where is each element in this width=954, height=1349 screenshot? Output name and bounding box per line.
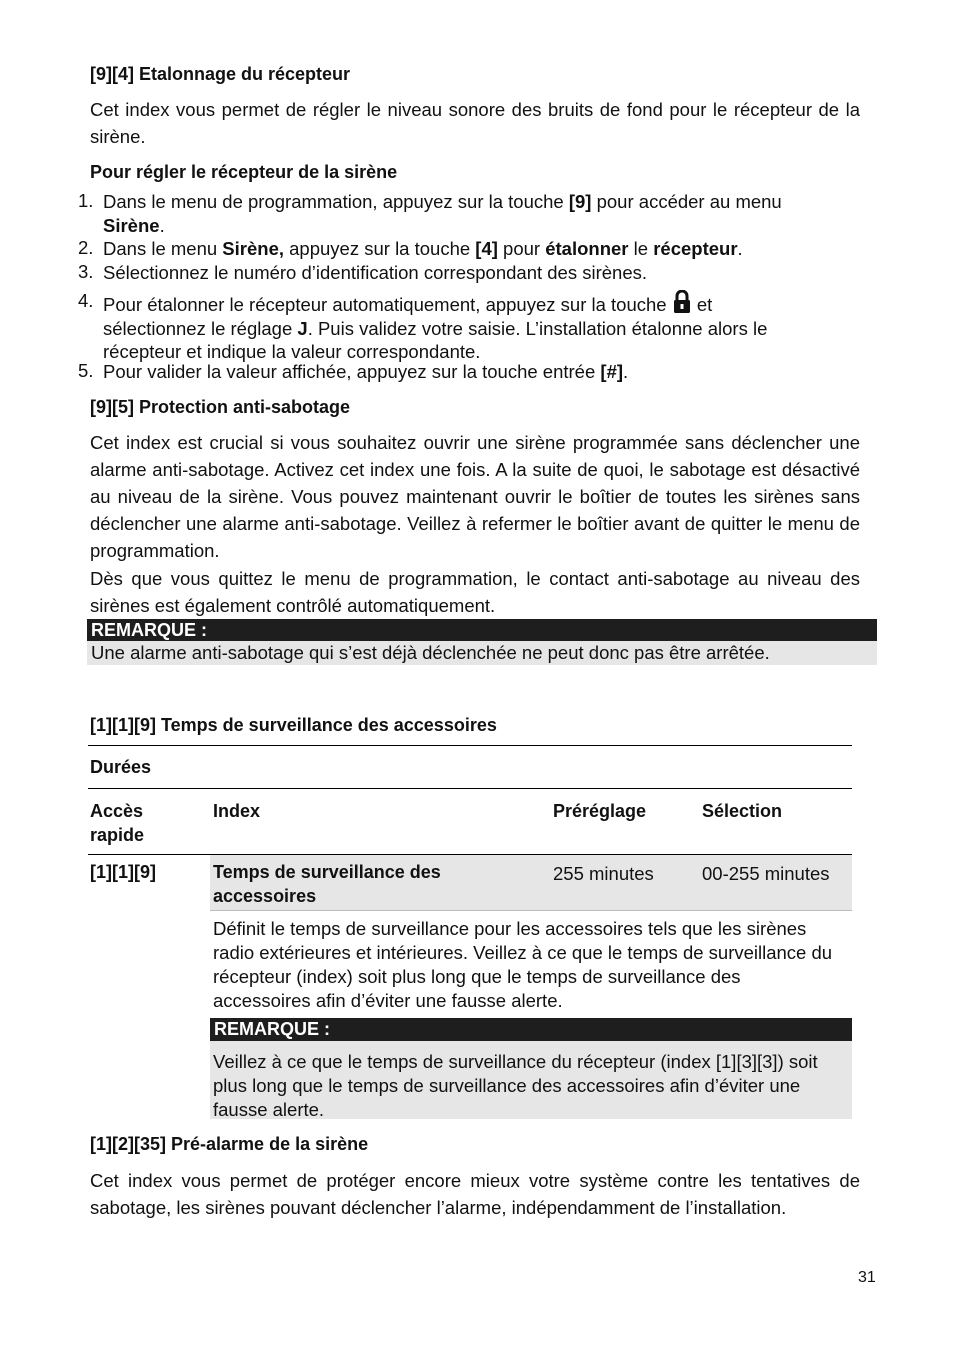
step-key: [9] — [568, 191, 592, 212]
step-number: 1. — [78, 190, 94, 211]
step-menu: Sirène, — [222, 238, 284, 259]
step-text: appuyez sur la touche — [284, 238, 476, 259]
step-text: . Puis validez votre saisie. L’installation étalonne alors le — [307, 317, 768, 339]
step-2 — [103, 237, 863, 261]
step-4 — [103, 290, 863, 364]
step-number: 5. — [78, 360, 94, 381]
step-target: récepteur — [653, 238, 738, 259]
step-number: 3. — [78, 261, 94, 282]
note-label: REMARQUE : — [87, 619, 877, 641]
row-divider — [210, 910, 852, 911]
table-rule — [88, 788, 852, 789]
heading-pre-alarme: [1][2][35] Pré-alarme de la sirène — [90, 1134, 369, 1154]
step-key: [#] — [600, 361, 624, 382]
step-text: . — [159, 214, 165, 236]
step-text: et — [691, 294, 713, 315]
column-header-acces: Accès rapide — [90, 801, 145, 845]
step-text: pour — [497, 238, 546, 259]
heading-anti-sabotage: [9][5] Protection anti-sabotage — [90, 397, 351, 417]
step-text: le — [628, 238, 654, 259]
cell-index: Temps de surveillance des accessoires — [213, 862, 441, 906]
step-text: récepteur et indique la valeur correspondante. — [103, 341, 481, 362]
table-note-label: REMARQUE : — [210, 1018, 852, 1041]
step-action: étalonner — [545, 238, 629, 259]
step-text: Pour valider la valeur affichée, appuyez sur la touche entrée — [103, 361, 601, 382]
step-number: 4. — [78, 290, 94, 311]
step-5 — [103, 360, 863, 384]
cell-code: [1][1][9] — [90, 862, 156, 882]
note-text: Une alarme anti-sabotage qui s’est déjà déclenchée ne peut donc pas être arrêtée. — [87, 641, 877, 665]
step-text: Sélectionnez le numéro d’identification correspondant des sirènes. — [103, 262, 648, 283]
step-text: . — [737, 238, 743, 259]
step-menu: Sirène — [103, 214, 160, 236]
step-key: [4] — [475, 238, 498, 259]
paragraph-anti-sabotage-2: Dès que vous quittez le menu de programmation, le contact anti-sabotage au niveau des sirènes est également contrôlé automatiquement. — [90, 568, 860, 616]
page-number: 31 — [858, 1269, 876, 1286]
step-number: 2. — [78, 237, 94, 258]
table-note-text: Veillez à ce que le temps de surveillance du récepteur (index [1][3][3]) soit plus long que le temps de surveillance des accessoires afin d’éviter une fausse alerte. — [213, 1051, 818, 1120]
step-setting: J — [297, 317, 308, 339]
cell-preset: 255 minutes — [553, 863, 654, 884]
subheading-regler: Pour régler le récepteur de la sirène — [90, 162, 398, 182]
step-text: Dans le menu de programmation, appuyez sur la touche — [103, 191, 569, 212]
table-caption-durees: Durées — [90, 757, 152, 777]
step-text: pour accéder au menu — [591, 191, 782, 212]
paragraph-pre-alarme: Cet index vous permet de protéger encore mieux votre système contre les tentatives de sabotage, les sirènes pouvant déclencher l’alarme, indépendamment de l’installation. — [90, 1170, 860, 1218]
column-header-prereglage: Préréglage — [553, 801, 647, 821]
lock-icon — [672, 290, 692, 314]
cell-description: Définit le temps de surveillance pour les accessoires tels que les sirènes radio extérieures et intérieures. Veillez à ce que le temps de surveillance du récepteur (index) soit plus long que le temps de surveillance des accessoires afin d’éviter une fausse alerte. — [213, 918, 833, 1011]
step-text: . — [623, 361, 629, 382]
step-text: Pour étalonner le récepteur automatiquement, appuyez sur la touche — [103, 294, 672, 315]
column-header-selection: Sélection — [702, 801, 783, 821]
column-header-index: Index — [213, 801, 261, 821]
intro-etalonnage: Cet index vous permet de régler le niveau sonore des bruits de fond pour le récepteur de la sirène. — [90, 99, 860, 147]
cell-selection: 00-255 minutes — [702, 863, 830, 884]
paragraph-anti-sabotage-1: Cet index est crucial si vous souhaitez ouvrir une sirène programmée sans déclencher une alarme anti-sabotage. Activez cet index une fois. A la suite de quoi, le sabotage est désactivé au niveau de la sirène. Vous pouvez maintenant ouvrir le boîtier de toutes les sirènes sans déclencher une alarme anti-sabotage. Veillez à refermer le boîtier avant de quitter le menu de programmation. — [90, 432, 860, 561]
step-3 — [103, 261, 863, 285]
step-text: Dans le menu — [103, 238, 223, 259]
heading-etalonnage: [9][4] Etalonnage du récepteur — [90, 64, 351, 84]
step-1 — [103, 190, 863, 237]
step-text: sélectionnez le réglage — [103, 317, 298, 339]
heading-surveillance: [1][1][9] Temps de surveillance des accessoires — [90, 715, 497, 735]
table-rule — [88, 745, 852, 746]
